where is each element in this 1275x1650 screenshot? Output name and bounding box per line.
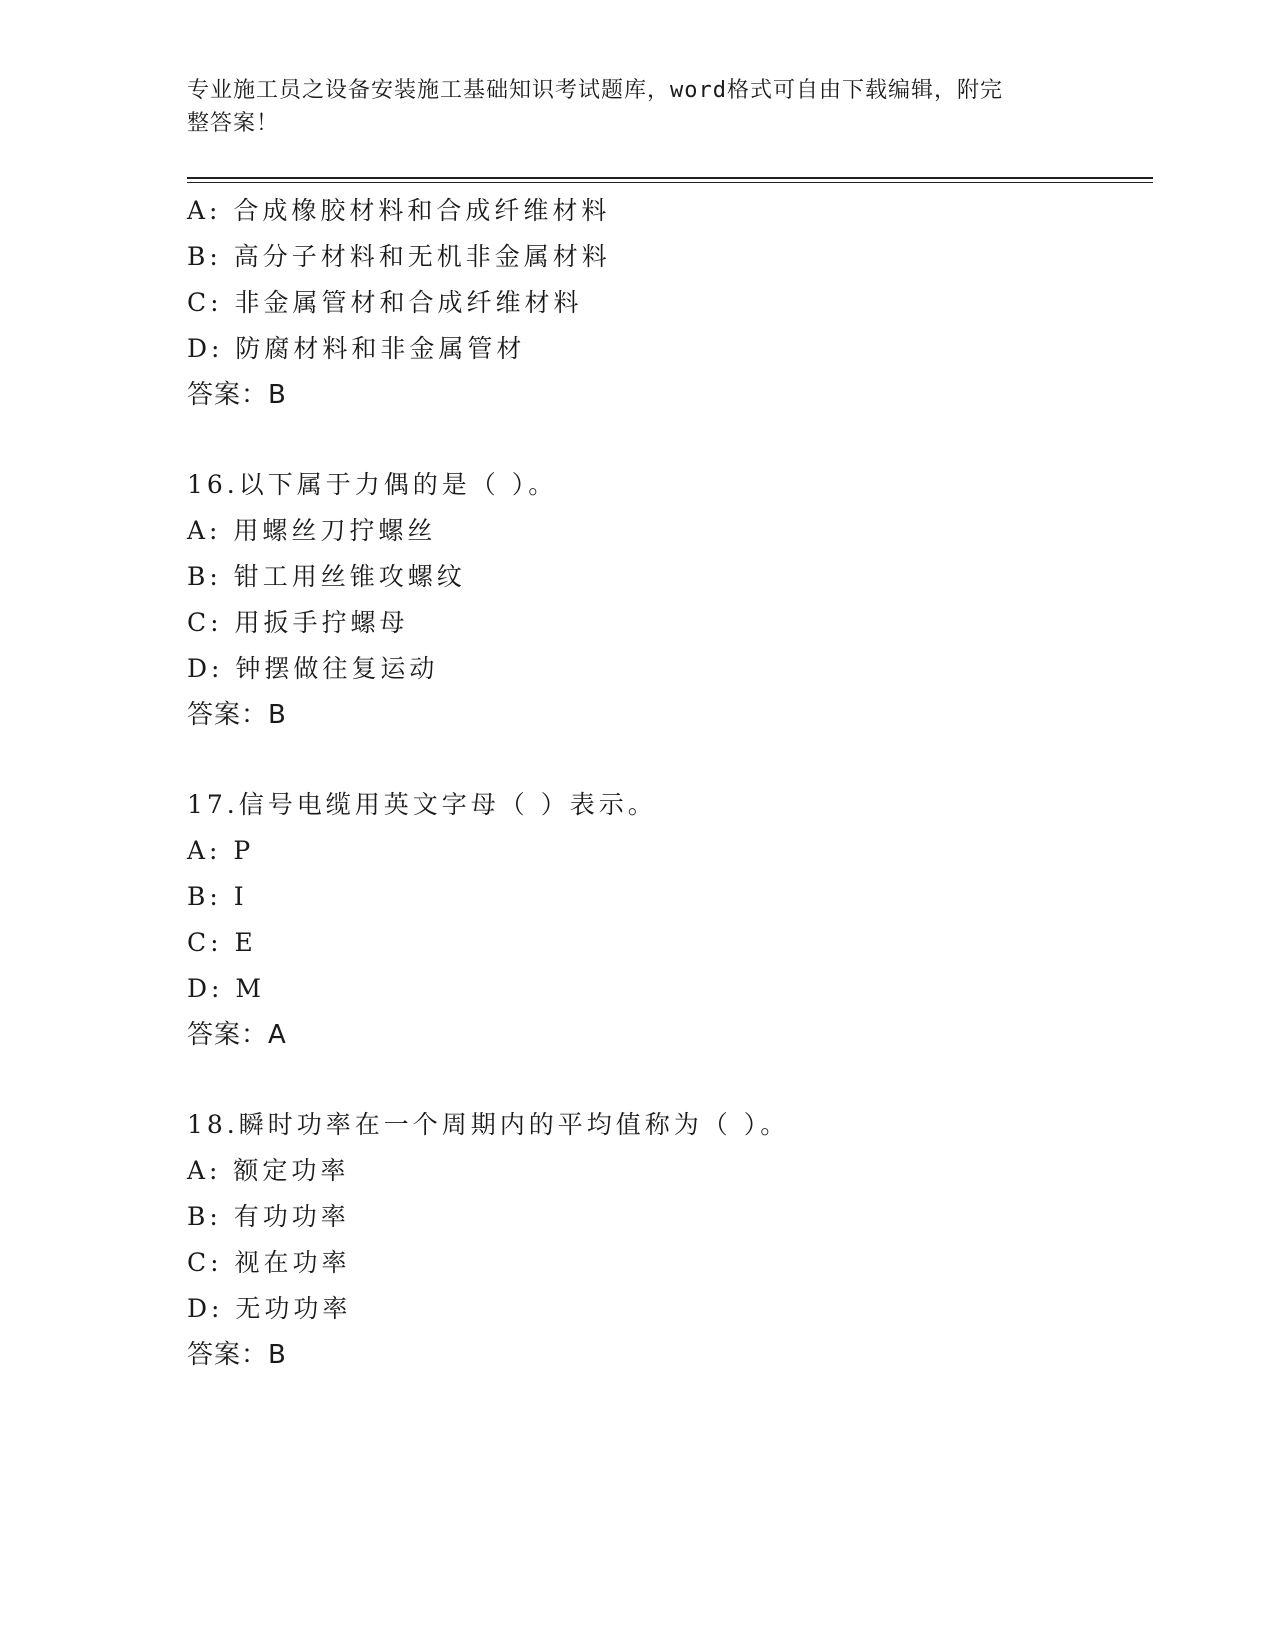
option-c: C: 用扳手拧螺母 <box>187 608 409 637</box>
answer-line: 答案：A <box>187 1020 287 1050</box>
option-d: D: 钟摆做往复运动 <box>187 654 439 683</box>
question-list <box>187 188 1147 1378</box>
question-text: 18.瞬时功率在一个周期内的平均值称为（ ）。 <box>187 1110 790 1139</box>
option-a: A: 用螺丝刀拧螺丝 <box>187 516 437 545</box>
option-a: A: 额定功率 <box>187 1156 350 1185</box>
option-c: C: 非金属管材和合成纤维材料 <box>187 288 583 317</box>
option-c: C: E <box>187 928 257 957</box>
question-text: 16.以下属于力偶的是（ ）。 <box>187 470 558 499</box>
answer-line: 答案：B <box>187 1340 287 1370</box>
header-line-1: 专业施工员之设备安装施工基础知识考试题库，word格式可自由下载编辑，附完 <box>187 78 1003 103</box>
question-block-18 <box>187 1102 1147 1378</box>
header-divider-thin <box>187 182 1153 183</box>
block-spacer <box>187 1058 1147 1102</box>
option-b: B: I <box>187 882 248 911</box>
question-block-16 <box>187 462 1147 738</box>
block-spacer <box>187 418 1147 462</box>
option-d: D: 无功功率 <box>187 1294 352 1323</box>
option-d: D: M <box>187 974 266 1003</box>
header-divider-thick <box>187 177 1153 179</box>
option-b: B: 钳工用丝锥攻螺纹 <box>187 562 466 591</box>
option-c: C: 视在功率 <box>187 1248 351 1277</box>
option-a: A: 合成橡胶材料和合成纤维材料 <box>187 196 611 225</box>
question-block-15 <box>187 188 1147 418</box>
answer-line: 答案：B <box>187 700 287 730</box>
answer-line: 答案：B <box>187 380 287 410</box>
option-a: A: P <box>187 836 255 865</box>
question-text: 17.信号电缆用英文字母（ ）表示。 <box>187 790 657 819</box>
document-header <box>187 74 1067 140</box>
header-line-2: 整答案！ <box>187 111 280 136</box>
question-block-17 <box>187 782 1147 1058</box>
option-b: B: 有功功率 <box>187 1202 350 1231</box>
block-spacer <box>187 738 1147 782</box>
option-b: B: 高分子材料和无机非金属材料 <box>187 242 611 271</box>
option-d: D: 防腐材料和非金属管材 <box>187 334 526 363</box>
